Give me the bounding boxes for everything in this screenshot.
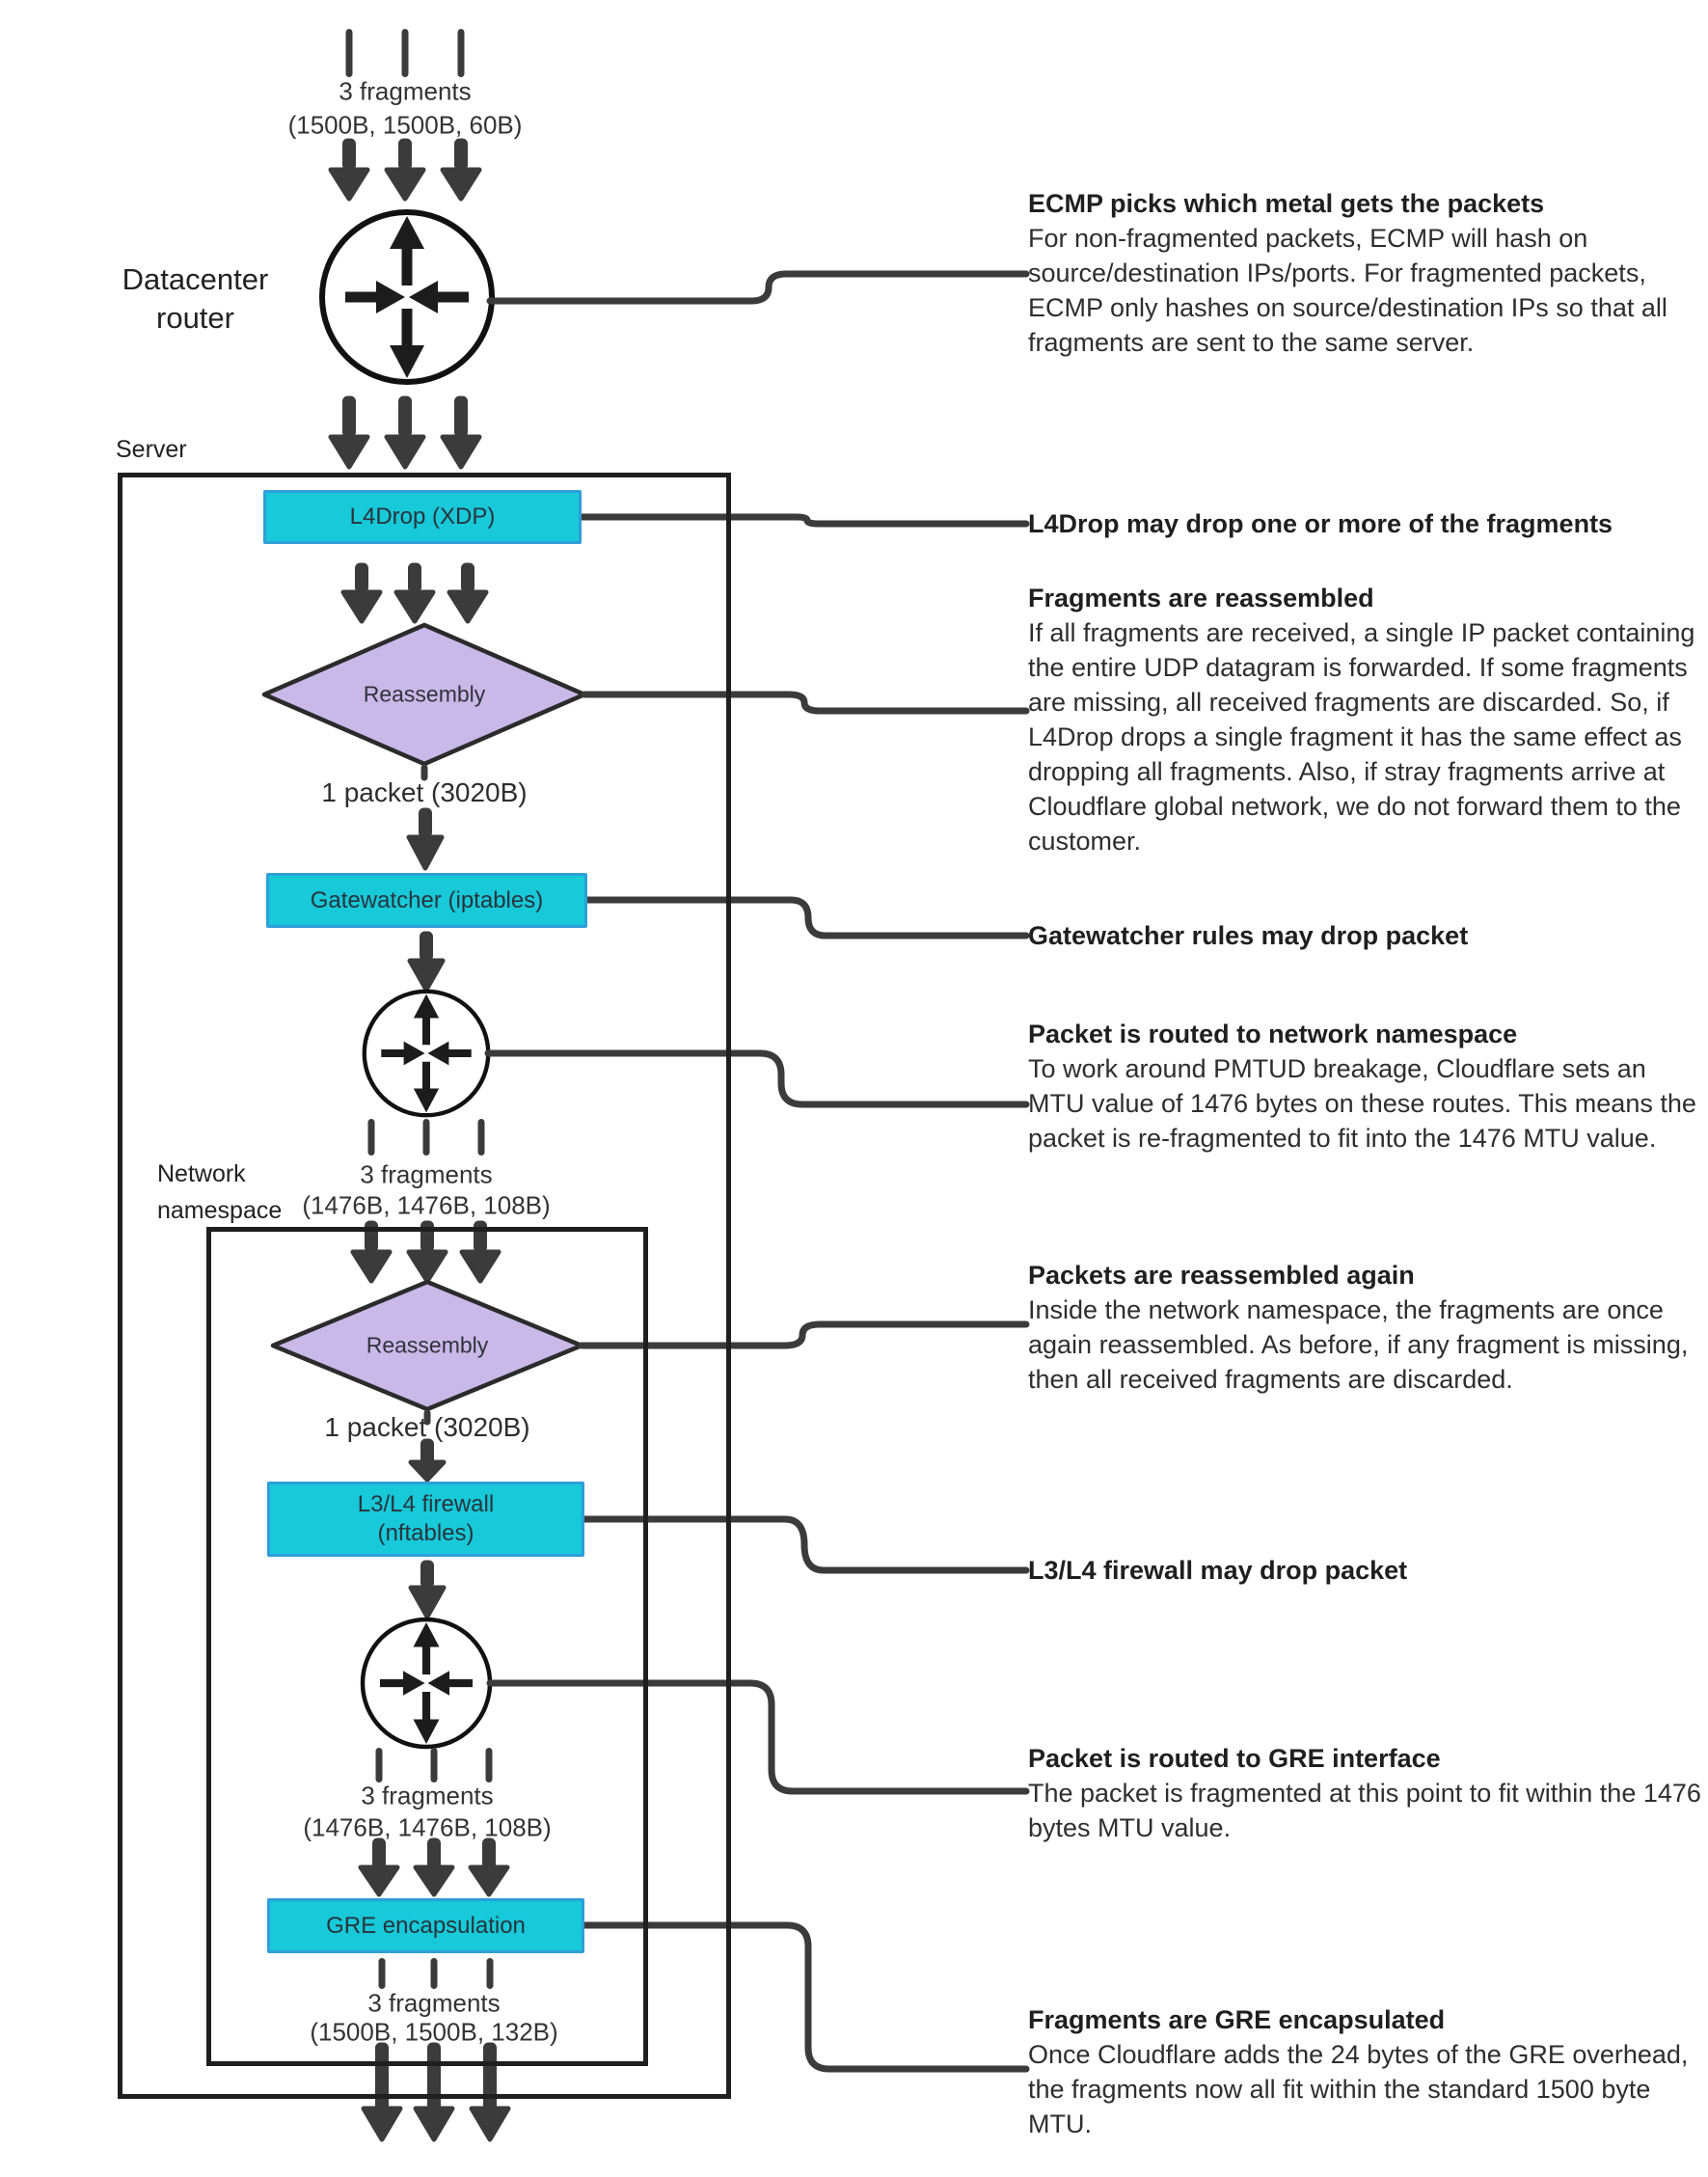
gre-node <box>267 1898 584 1953</box>
annotation-title: L4Drop may drop one or more of the fragments <box>1028 509 1613 538</box>
annotation-body: For non-fragmented packets, ECMP will hash on source/destination IPs/ports. For fragmented packets, ECMP only hashes on source/destination IPs so that all fragments are sent to the same server. <box>1028 224 1667 357</box>
router-icon <box>322 212 492 382</box>
fragments-sizes-label: (1500B, 1500B, 60B) <box>287 110 523 140</box>
server-label: Server <box>116 436 187 463</box>
firewall-node-label-line2: (nftables) <box>377 1520 474 1546</box>
annotation-reassembled <box>1028 581 1708 858</box>
annotation-gatewatcher <box>1028 918 1708 953</box>
fragments-label: 3 fragments <box>360 1159 493 1189</box>
connector-ecmp <box>490 274 1026 301</box>
annotation-body: The packet is fragmented at this point to fit within the 1476 bytes MTU value. <box>1028 1779 1701 1842</box>
annotation-l4drop <box>1028 506 1708 541</box>
l4drop-node-label: L4Drop (XDP) <box>349 503 496 530</box>
annotation-gre-route <box>1028 1741 1708 1845</box>
fragments-label: 3 fragments <box>361 1781 494 1810</box>
annotation-title: Gatewatcher rules may drop packet <box>1028 921 1469 950</box>
fragments-sizes-label: (1476B, 1476B, 108B) <box>303 1812 552 1842</box>
annotation-body: Inside the network namespace, the fragments are once again reassembled. As before, if any fragment is missing, then all received fragments are discarded. <box>1028 1295 1689 1394</box>
annotation-body: Once Cloudflare adds the 24 bytes of the GRE overhead, the fragments now all fit within the standard 1500 byte MTU. <box>1028 2040 1689 2138</box>
firewall-node <box>267 1482 584 1557</box>
flow-arrows-into-server <box>331 398 479 467</box>
annotation-body: To work around PMTUD breakage, Cloudflare sets an MTU value of 1476 bytes on these routes. This means the packet is re-fragmented to fit into the 1476 MTU value. <box>1028 1054 1696 1153</box>
annotation-title: Fragments are reassembled <box>1028 584 1374 612</box>
annotation-firewall <box>1028 1553 1708 1588</box>
firewall-node-label-line1: L3/L4 firewall <box>357 1491 495 1517</box>
datacenter-router-label: Datacenter router <box>122 262 269 335</box>
annotation-title: Fragments are GRE encapsulated <box>1028 2005 1446 2034</box>
annotation-title: L3/L4 firewall may drop packet <box>1028 1556 1408 1585</box>
annotation-title: Packets are reassembled again <box>1028 1261 1415 1290</box>
network-namespace-label: Network namespace <box>157 1160 283 1224</box>
reassembly-node-2-label: Reassembly <box>366 1332 489 1358</box>
annotation-netns-route <box>1028 1017 1708 1156</box>
reassembly-node-1-label: Reassembly <box>363 681 486 707</box>
gre-node-label: GRE encapsulation <box>326 1912 526 1939</box>
packet-label: 1 packet (3020B) <box>324 1412 530 1442</box>
annotation-title: Packet is routed to GRE interface <box>1028 1744 1441 1773</box>
annotation-title: ECMP picks which metal gets the packets <box>1028 189 1545 218</box>
l4drop-node <box>263 490 582 544</box>
flow-arrows-into-router <box>331 141 479 199</box>
annotation-gre-encap <box>1028 2002 1708 2141</box>
gatewatcher-node-label: Gatewatcher (iptables) <box>310 886 544 913</box>
fragments-label: 3 fragments <box>367 1988 501 2018</box>
fragment-dashes-top <box>346 29 465 77</box>
annotation-reassembled-again <box>1028 1258 1708 1397</box>
gatewatcher-node <box>266 873 587 928</box>
packet-label: 1 packet (3020B) <box>321 777 528 807</box>
annotation-body: If all fragments are received, a single IP packet containing the entire UDP datagram is forwarded. If some fragments are missing, all received fragments are discarded. So, if L4Drop drops a single fragment it has the same effect as dropping all fragments. Also, if stray fragments arrive at Cloudflare global network, we do not forward them to the customer. <box>1028 618 1695 856</box>
fragments-label: 3 fragments <box>339 76 472 106</box>
fragments-sizes-label: (1476B, 1476B, 108B) <box>302 1190 551 1220</box>
annotation-ecmp <box>1028 186 1708 360</box>
annotation-title: Packet is routed to network namespace <box>1028 1020 1518 1048</box>
fragments-sizes-label: (1500B, 1500B, 132B) <box>310 2017 558 2047</box>
